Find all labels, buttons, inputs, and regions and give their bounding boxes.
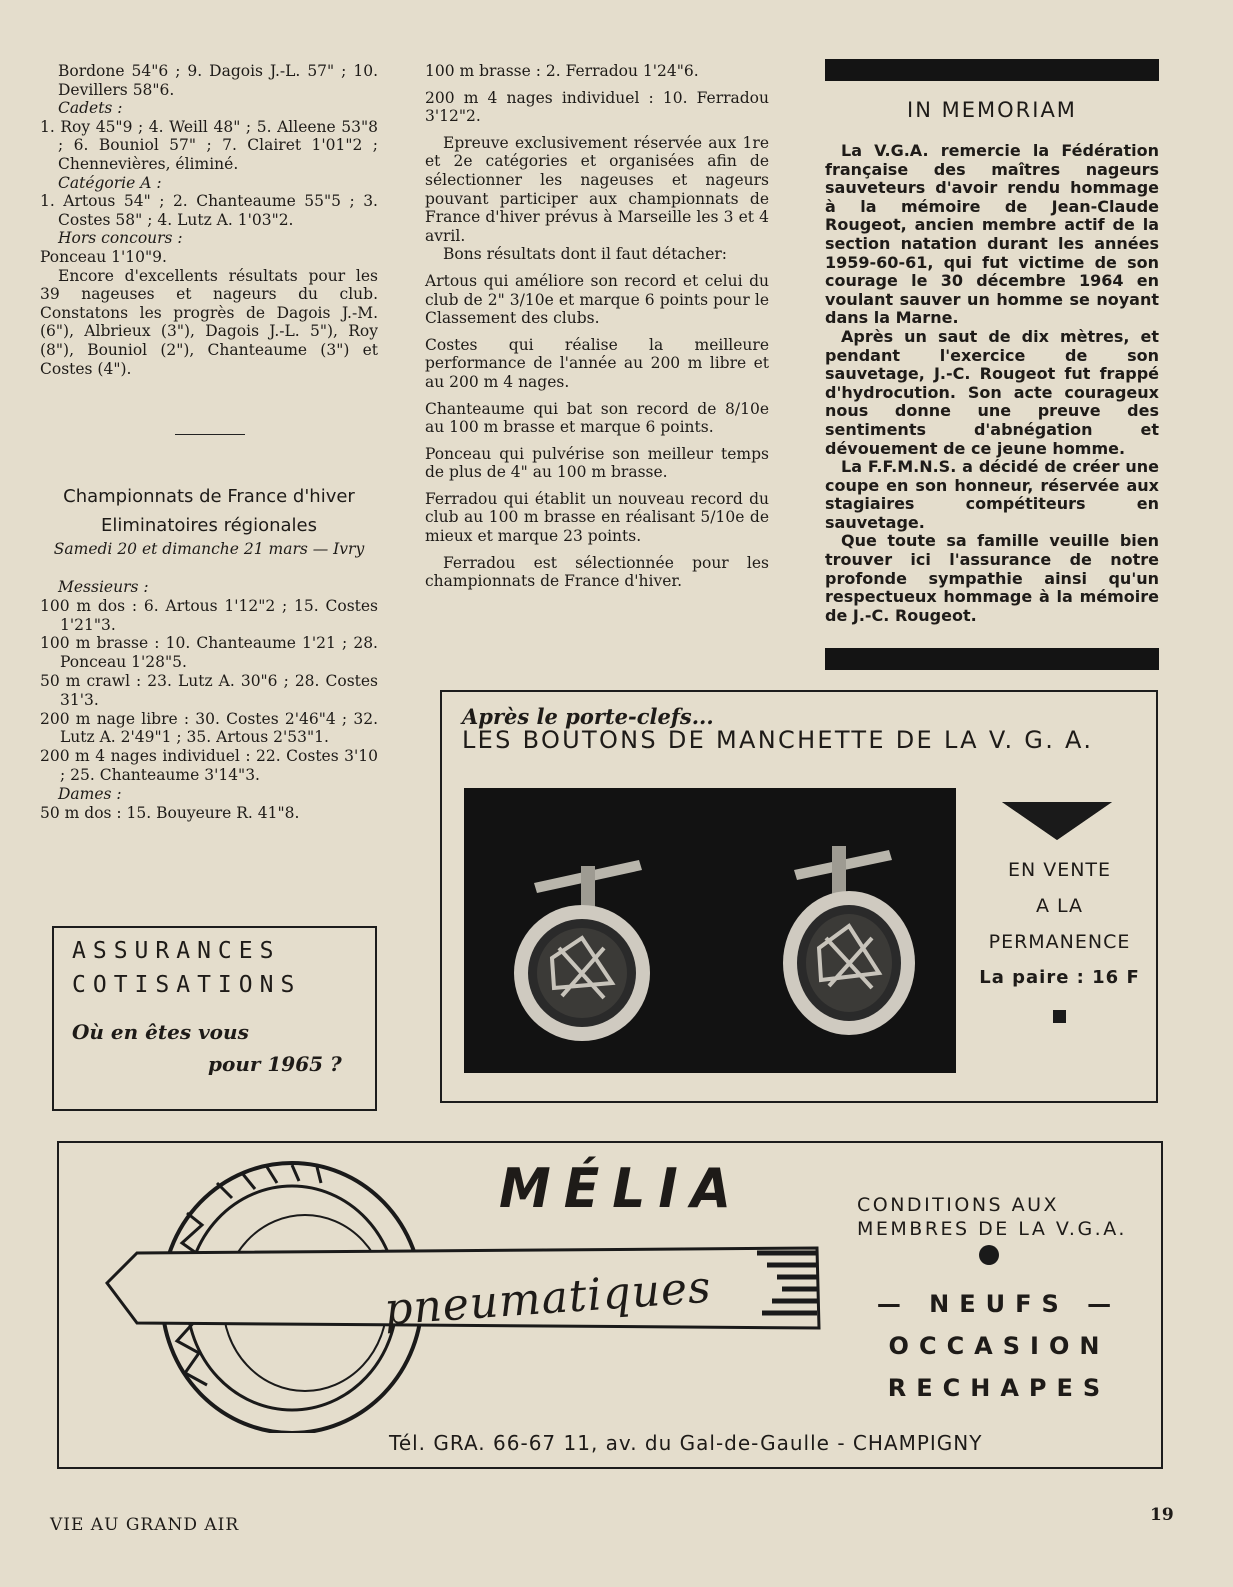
- subheading: Catégorie A :: [58, 173, 162, 192]
- memoriam-bottom-bar: [825, 648, 1159, 670]
- magazine-name: VIE AU GRAND AIR: [50, 1515, 240, 1535]
- cufflinks-pretitle: Après le porte-clefs...: [462, 704, 714, 729]
- championship-subtitle: Eliminatoires régionales: [100, 515, 317, 536]
- melia-tire-ad: [57, 1141, 1163, 1469]
- text-paragraph: Artous qui améliore son record et celui du club de 2" 3/10e et marque 6 points pour le Classement des clubs.: [425, 271, 769, 328]
- text-paragraph: Epreuve exclusivement réservée aux 1re et 2e catégories et organisées afin de sélectionner les nageuses et nageurs pouvant participer aux championnats de France d'hiver prévus à Marseille les 3 et 4 avril.: [425, 133, 769, 245]
- championship-heading: [40, 482, 378, 540]
- memoriam-title: IN MEMORIAM: [907, 98, 1077, 122]
- price-label: La paire : 16 F: [979, 967, 1140, 988]
- melia-address: Tél. GRA. 66-67 11, av. du Gal-de-Gaulle - CHAMPIGNY: [389, 1431, 983, 1455]
- sale-line: EN VENTE: [1007, 859, 1112, 881]
- result-line: 50 m crawl : 23. Lutz A. 30"6 ; 28. Costes 31'3.: [40, 671, 378, 709]
- memoriam-top-bar: [825, 59, 1159, 81]
- result-line: 100 m dos : 6. Artous 1'12"2 ; 15. Costes 1'21"3.: [40, 596, 378, 634]
- assurances-question: Où en êtes vous: [72, 1020, 249, 1044]
- championship-title: Championnats de France d'hiver: [63, 486, 355, 507]
- sale-line: PERMANENCE: [988, 931, 1131, 953]
- result-line: 100 m brasse : 2. Ferradou 1'24"6.: [425, 62, 699, 80]
- conditions-line: MEMBRES DE LA V.G.A.: [857, 1218, 1127, 1240]
- memoriam-paragraph: La F.F.M.N.S. a décidé de créer une coupe en son honneur, réservée aux stagiaires compétiteurs en sauvetage.: [825, 457, 1159, 532]
- memoriam-text: [825, 142, 1159, 625]
- text-paragraph: Ferradou qui établit un nouveau record du club au 100 m brasse en réalisant 5/10e de mieux et marque 23 points.: [425, 489, 769, 546]
- text-line: 1. Artous 54" ; 2. Chanteaume 55"5 ; 3. Costes 58" ; 4. Lutz A. 1'03"2.: [40, 192, 378, 229]
- text-line: 1. Roy 45"9 ; 4. Weill 48" ; 5. Alleene 53"8 ; 6. Bouniol 57" ; 7. Clairet 1'01"2 ; Chennevières, éliminé.: [40, 117, 378, 173]
- melia-logo: MÉLIA: [499, 1157, 744, 1221]
- subheading: Hors concours :: [58, 229, 183, 248]
- cufflinks-ad: [440, 690, 1158, 1103]
- cufflinks-title: LES BOUTONS DE MANCHETTE DE LA V. G. A.: [462, 726, 1094, 754]
- tire-type: OCCASION: [888, 1332, 1110, 1360]
- memoriam-paragraph: Après un saut de dix mètres, et pendant l'exercice de son sauvetage, J.-C. Rougeot fut frappé d'hydrocution. Son acte courageux nous donne une preuve des sentiments d'abnégation et dévouement de ce jeune homme.: [825, 326, 1159, 458]
- sale-line: A LA: [1035, 895, 1084, 917]
- text-paragraph: Bons résultats dont il faut détacher:: [443, 245, 728, 264]
- tire-types: [849, 1283, 1149, 1409]
- subheading: Cadets :: [58, 99, 123, 118]
- conditions-line: CONDITIONS AUX: [857, 1194, 1060, 1216]
- assurances-year: pour 1965 ?: [208, 1052, 342, 1076]
- tire-type: — NEUFS —: [876, 1290, 1122, 1318]
- championship-results: [40, 578, 378, 822]
- cufflinks-photo: [464, 788, 956, 1073]
- memoriam-paragraph: Que toute sa famille veuille bien trouver ici l'assurance de notre profonde sympathie ainsi qu'un respectueux hommage à la mémoire de J.-C. Rougeot.: [825, 531, 1159, 625]
- result-line: 200 m nage libre : 30. Costes 2'46"4 ; 32. Lutz A. 2'49"1 ; 35. Artous 2'53"1.: [40, 709, 378, 747]
- result-line: 50 m dos : 15. Bouyeure R. 41"8.: [40, 803, 300, 822]
- arrow-down-icon: [1002, 802, 1112, 840]
- text-line: Bordone 54"6 ; 9. Dagois J.-L. 57" ; 10. Devillers 58"6.: [58, 62, 378, 99]
- text-paragraph: Ferradou est sélectionnée pour les championnats de France d'hiver.: [425, 553, 769, 591]
- section-divider: [175, 434, 245, 435]
- page-number: 19: [1150, 1505, 1174, 1525]
- results-column-left: [40, 62, 378, 378]
- memoriam-paragraph: La V.G.A. remercie la Fédération française des maîtres nageurs sauveteurs d'avoir rendu hommage à la mémoire de Jean-Claude Rougeot, ancien membre actif de la section natation durant les années 1959-60-61, qui fut victime de son courage le 30 décembre 1964 en voulant sauver un homme se noyant dans la Marne.: [825, 141, 1159, 328]
- result-line: 200 m 4 nages individuel : 10. Ferradou 3'12"2.: [425, 88, 769, 126]
- conditions-text: [857, 1193, 1147, 1265]
- round-bullet-icon: [979, 1245, 999, 1265]
- text-paragraph: Chanteaume qui bat son record de 8/10e au 100 m brasse et marque 6 points.: [425, 399, 769, 437]
- text-paragraph: Costes qui réalise la meilleure performance de l'année au 200 m libre et au 200 m 4 nages.: [425, 335, 769, 391]
- assurances-box: [52, 926, 377, 1111]
- results-column-middle: [425, 62, 769, 591]
- square-bullet-icon: [1053, 1010, 1066, 1023]
- subheading: Messieurs :: [58, 578, 149, 596]
- result-line: 200 m 4 nages individuel : 22. Costes 3'10 ; 25. Chanteaume 3'14"3.: [40, 747, 378, 784]
- pneumatiques-label: pneumatiques: [382, 1261, 714, 1336]
- text-paragraph: Ponceau qui pulvérise son meilleur temps de plus de 4" au 100 m brasse.: [425, 444, 769, 482]
- cotisations-line: COTISATIONS: [72, 972, 302, 998]
- text-paragraph: Encore d'excellents résultats pour les 39 nageuses et nageurs du club. Constatons les progrès de Dagois J.-M. (6"), Albrieux (3"), Dagois J.-L. 5"), Roy (8"), Bouniol (2"), Chanteaume (3") et Costes (4").: [40, 266, 378, 378]
- sale-info: [967, 852, 1152, 1023]
- assurances-line: ASSURANCES: [72, 938, 281, 964]
- tire-type: RECHAPES: [887, 1374, 1111, 1402]
- text-line: Ponceau 1'10"9.: [40, 247, 167, 266]
- result-line: 100 m brasse : 10. Chanteaume 1'21 ; 28. Ponceau 1'28"5.: [40, 634, 378, 672]
- championship-date: Samedi 20 et dimanche 21 mars — Ivry: [53, 540, 365, 558]
- subheading: Dames :: [58, 784, 122, 803]
- cufflinks-image: [464, 788, 956, 1073]
